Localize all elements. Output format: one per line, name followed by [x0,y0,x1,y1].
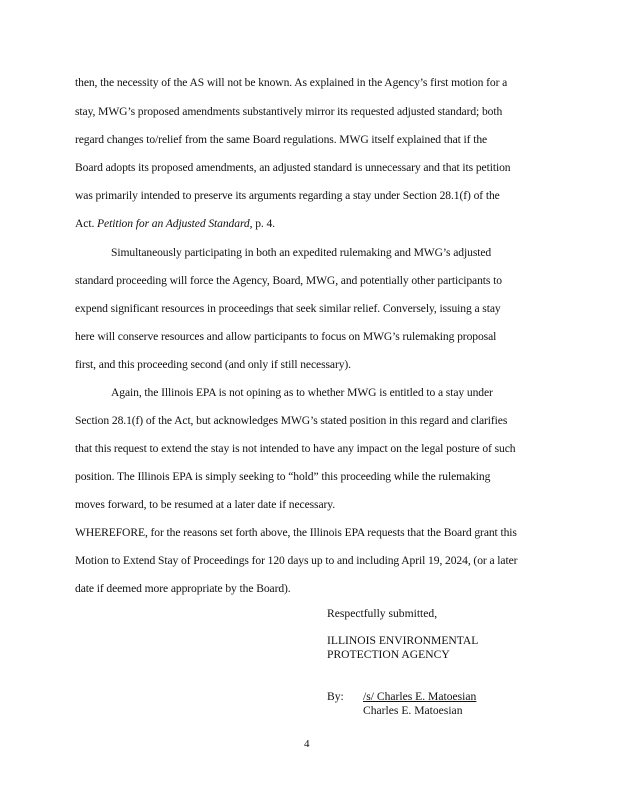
wherefore-line-3: date if deemed more appropriate by the Board). [75,582,291,595]
paragraph-1-line-5: was primarily intended to preserve its arguments regarding a stay under Section 28.1(f) of the [75,189,500,202]
paragraph-2-line-3: expend significant resources in proceedings that seek similar relief. Conversely, issuing a stay [75,302,501,315]
wherefore-line-1: WHEREFORE, for the reasons set forth above, the Illinois EPA requests that the Board grant this [75,526,517,539]
paragraph-1-line-1: then, the necessity of the AS will not be known. As explained in the Agency’s first motion for a [75,76,508,89]
org-name-line-2: PROTECTION AGENCY [327,648,450,661]
paragraph-1-line-6 [75,217,275,231]
paragraph-3-line-1: Again, the Illinois EPA is not opining as to whether MWG is entitled to a stay under [111,386,493,399]
petition-citation: Petition for an Adjusted Standard [97,217,250,230]
paragraph-3-line-4: position. The Illinois EPA is simply seeking to “hold” this proceeding while the rulemaking [75,470,491,483]
paragraph-3-line-3: that this request to extend the stay is not intended to have any impact on the legal posture of such [75,442,516,455]
paragraph-3-line-5: moves forward, to be resumed at a later date if necessary. [75,498,335,511]
org-name-line-1: ILLINOIS ENVIRONMENTAL [327,634,479,647]
paragraph-1-line-4: Board adopts its proposed amendments, an adjusted standard is unnecessary and that its petition [75,161,511,174]
paragraph-2-line-2: standard proceeding will force the Agency, Board, MWG, and potentially other participants to [75,274,502,287]
paragraph-2-line-1: Simultaneously participating in both an expedited rulemaking and MWG’s adjusted [111,246,492,259]
act-text: Act. [75,217,98,230]
page-ref: , p. 4. [249,217,276,230]
page-number: 4 [304,738,310,750]
paragraph-2-line-4: here will conserve resources and allow participants to focus on MWG’s rulemaking proposal [75,330,497,343]
wherefore-line-2: Motion to Extend Stay of Proceedings for 120 days up to and including April 19, 2024, (or a later [75,554,518,567]
signer-name: Charles E. Matoesian [363,704,463,717]
electronic-signature: /s/ Charles E. Matoesian [363,690,477,703]
by-label: By: [327,690,344,703]
closing-text: Respectfully submitted, [327,607,438,620]
paragraph-2-line-5: first, and this proceeding second (and only if still necessary). [75,358,351,371]
paragraph-1-line-3: regard changes to/relief from the same Board regulations. MWG itself explained that if the [75,133,488,146]
paragraph-1-line-2: stay, MWG’s proposed amendments substantively mirror its requested adjusted standard; both [75,105,503,118]
paragraph-3-line-2: Section 28.1(f) of the Act, but acknowledges MWG’s stated position in this regard and clarifies [75,414,508,427]
